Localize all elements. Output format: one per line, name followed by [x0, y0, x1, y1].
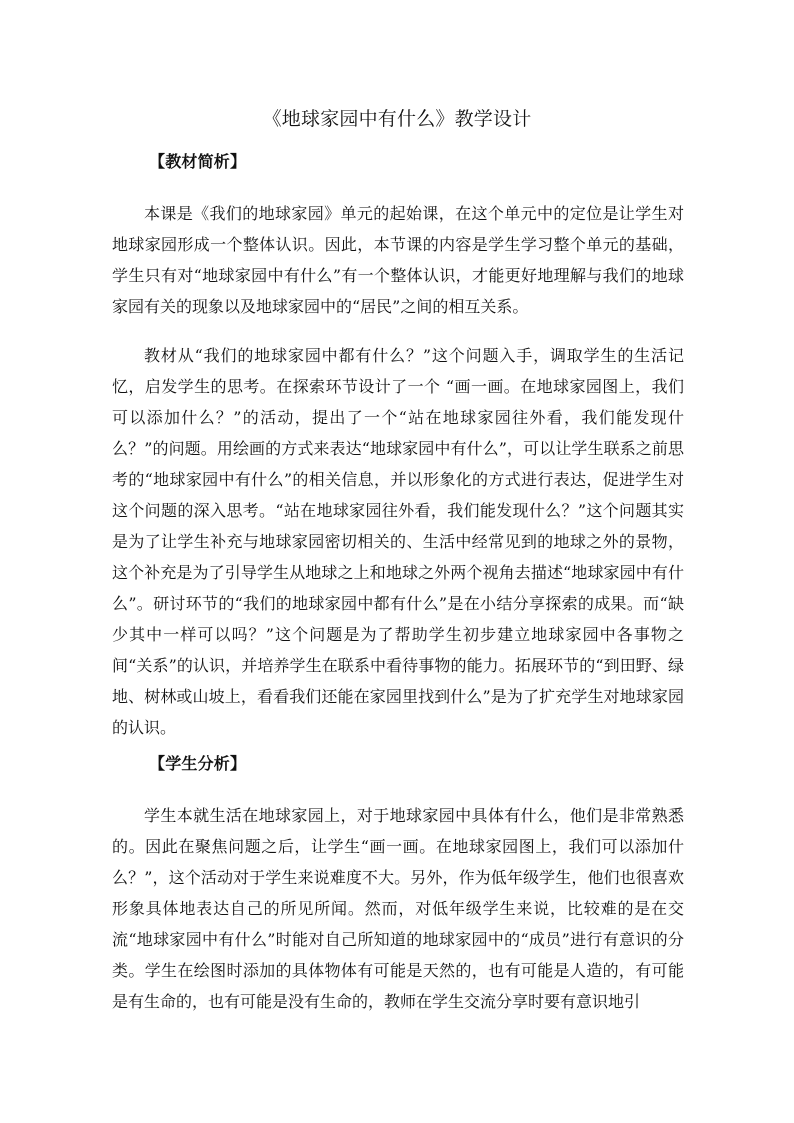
paragraph-student-analysis-1: 学生本就生活在地球家园上，对于地球家园中具体有什么，他们是非常熟悉的。因此在聚焦问题之后，让学生“画一画。在地球家园图上，我们可以添加什么？”，这个活动对于学生来说难度不大。另外，作为低年级学生，他们也很喜欢形象具体地表达自己的所见所闻。然而，对低年级学生来说，比较难的是在交流“地球家园中有什么”时能对自己所知道的地球家园中的“成员”进行有意识的分类。学生在绘图时添加的具体物体有可能是天然的，也有可能是人造的，有可能是有生命的，也有可能是没有生命的，教师在学生交流分享时要有意识地引	[112, 806, 684, 1011]
document-title: 《地球家园中有什么》教学设计	[262, 108, 532, 130]
section-heading-textbook-analysis: 【教材简析】	[149, 152, 247, 171]
section-heading-student-analysis: 【学生分析】	[149, 754, 247, 773]
paragraph-textbook-analysis-2: 教材从“我们的地球家园中都有什么？”这个问题入手，调取学生的生活记忆，启发学生的思考。在探索环节设计了一个 “画一画。在地球家园图上，我们可以添加什么？”的活动，提出了一个“站在地球家园往外看，我们能发现什么？”的问题。用绘画的方式来表达“地球家园中有什么”，可以让学生联系之前思考的“地球家园中有什么”的相关信息，并以形象化的方式进行表达，促进学生对这个问题的深入思考。“站在地球家园往外看，我们能发现什么？”这个问题其实是为了让学生补充与地球家园密切相关的、生活中经常见到的地球之外的景物，这个补充是为了引导学生从地球之上和地球之外两个视角去描述“地球家园中有什么”。研讨环节的“我们的地球家园中都有什么”是在小结分享探索的成果。而“缺少其中一样可以吗？”这个问题是为了帮助学生初步建立地球家园中各事物之间“关系”的认识，并培养学生在联系中看待事物的能力。拓展环节的“到田野、绿地、树林或山坡上，看看我们还能在家园里找到什么”是为了扩充学生对地球家园的认识。	[112, 346, 684, 737]
paragraph-textbook-analysis-1: 本课是《我们的地球家园》单元的起始课，在这个单元中的定位是让学生对地球家园形成一个整体认识。因此，本节课的内容是学生学习整个单元的基础，学生只有对“地球家园中有什么”有一个整体认识，才能更好地理解与我们的地球家园有关的现象以及地球家园中的“居民”之间的相互关系。	[112, 204, 684, 316]
